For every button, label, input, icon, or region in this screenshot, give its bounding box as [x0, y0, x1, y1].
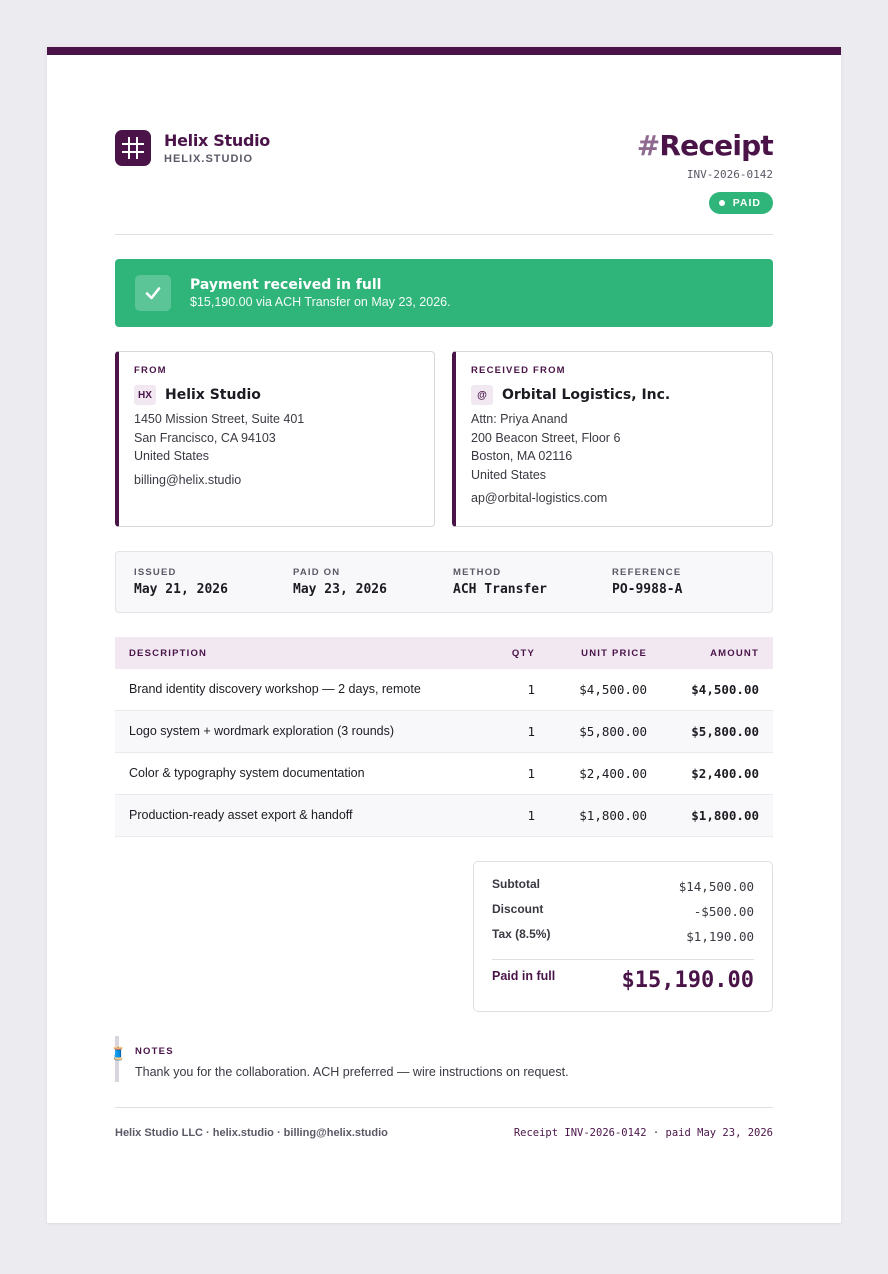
column-header-amount: AMOUNT	[710, 648, 759, 659]
item-amount: $5,800.00	[691, 724, 759, 739]
document-title	[637, 129, 773, 163]
item-unit-price: $5,800.00	[579, 724, 647, 739]
brand-name: Helix Studio	[164, 130, 270, 150]
document-header	[637, 129, 773, 214]
line-items-table	[115, 637, 773, 837]
banner-title: Payment received in full	[190, 277, 382, 293]
table-row	[115, 795, 773, 837]
meta-method	[453, 567, 547, 597]
payment-meta	[115, 551, 773, 613]
status-badge	[709, 192, 773, 214]
meta-paid-on	[293, 567, 387, 597]
client-name: Orbital Logistics, Inc.	[502, 387, 671, 403]
address-line: Boston, MA 02116	[471, 449, 573, 464]
item-amount: $1,800.00	[691, 808, 759, 823]
discount-value: -$500.00	[693, 904, 754, 919]
status-badge-label: PAID	[732, 197, 761, 209]
totals-divider	[492, 959, 754, 960]
brand-block	[115, 130, 270, 166]
table-row	[115, 711, 773, 753]
receipt-page	[47, 47, 841, 1223]
payment-banner	[115, 259, 773, 327]
table-header	[115, 637, 773, 669]
meta-label: ISSUED	[134, 567, 177, 578]
from-name: Helix Studio	[165, 387, 261, 403]
checkmark-icon	[135, 275, 171, 311]
from-email: billing@helix.studio	[134, 472, 242, 487]
brand-domain: HELIX.STUDIO	[164, 152, 254, 165]
meta-value: May 23, 2026	[293, 582, 387, 597]
status-dot-icon	[719, 200, 725, 206]
document-number: INV-2026-0142	[686, 168, 773, 181]
item-description: Brand identity discovery workshop — 2 days, remote	[129, 682, 421, 696]
received-from-label: RECEIVED FROM	[471, 365, 566, 376]
document-title-text: Receipt	[659, 129, 773, 162]
item-qty: 1	[527, 724, 535, 739]
column-header-description: DESCRIPTION	[129, 648, 208, 659]
client-address	[471, 410, 756, 484]
table-row	[115, 753, 773, 795]
from-address	[134, 410, 418, 466]
tax-value: $1,190.00	[686, 929, 754, 944]
meta-value: PO-9988-A	[612, 582, 683, 597]
tax-label: Tax (8.5%)	[492, 927, 551, 941]
address-line: Attn: Priya Anand	[471, 412, 568, 426]
brand-logo-icon	[115, 130, 151, 166]
footer-reference: Receipt INV-2026-0142 · paid May 23, 2026	[513, 1127, 773, 1139]
at-sign-icon: @	[471, 385, 493, 405]
spool-icon: 🧵	[110, 1046, 127, 1061]
meta-value: ACH Transfer	[453, 582, 547, 597]
notes-label: NOTES	[135, 1046, 174, 1057]
address-line: San Francisco, CA 94103	[134, 430, 276, 445]
subtotal-value: $14,500.00	[678, 879, 754, 894]
notes-text: Thank you for the collaboration. ACH preferred — wire instructions on request.	[135, 1065, 569, 1079]
header-divider	[115, 234, 773, 235]
address-line: United States	[134, 449, 210, 464]
from-label: FROM	[134, 365, 167, 376]
column-header-unit-price: UNIT PRICE	[581, 648, 647, 659]
table-row	[115, 669, 773, 711]
meta-issued	[134, 567, 228, 597]
item-description: Color & typography system documentation	[129, 766, 365, 780]
hash-mark: #	[636, 129, 660, 162]
item-description: Production-ready asset export & handoff	[129, 808, 353, 822]
subtotal-label: Subtotal	[492, 877, 540, 891]
from-initials-chip: HX	[134, 385, 156, 405]
address-line: 200 Beacon Street, Floor 6	[471, 430, 621, 445]
meta-value: May 21, 2026	[134, 582, 228, 597]
discount-label: Discount	[492, 902, 544, 916]
notes-section	[110, 1036, 773, 1082]
item-amount: $2,400.00	[691, 766, 759, 781]
received-from-card	[452, 351, 773, 527]
item-qty: 1	[527, 682, 535, 697]
item-unit-price: $1,800.00	[579, 808, 647, 823]
banner-subtitle: $15,190.00 via ACH Transfer on May 23, 2026.	[190, 295, 451, 309]
item-unit-price: $2,400.00	[579, 766, 647, 781]
totals-card	[473, 861, 773, 1012]
discount-row	[492, 902, 754, 927]
total-value: $15,190.00	[621, 968, 754, 993]
address-line: United States	[471, 467, 547, 482]
subtotal-row	[492, 877, 754, 902]
client-email: ap@orbital-logistics.com	[471, 491, 608, 506]
column-header-qty: QTY	[511, 648, 535, 659]
item-qty: 1	[527, 808, 535, 823]
item-description: Logo system + wordmark exploration (3 rounds)	[129, 724, 395, 738]
footer-divider	[115, 1107, 773, 1108]
meta-label: METHOD	[453, 567, 502, 578]
total-label: Paid in full	[492, 969, 556, 983]
meta-label: PAID ON	[293, 567, 341, 578]
top-accent-bar	[47, 47, 841, 55]
meta-reference	[612, 567, 682, 597]
item-unit-price: $4,500.00	[579, 682, 647, 697]
meta-label: REFERENCE	[612, 567, 682, 578]
tax-row	[492, 927, 754, 952]
item-amount: $4,500.00	[691, 682, 759, 697]
address-line: 1450 Mission Street, Suite 401	[134, 412, 305, 426]
from-card	[115, 351, 435, 527]
footer-company: Helix Studio LLC · helix.studio · billing@helix.studio	[115, 1127, 388, 1139]
item-qty: 1	[527, 766, 535, 781]
